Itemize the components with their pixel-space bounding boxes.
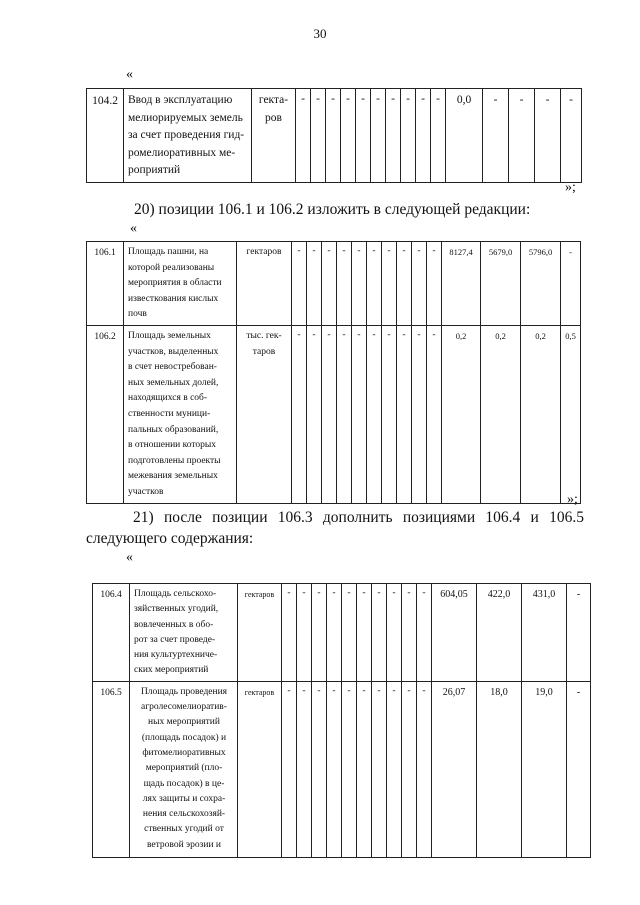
value-cell: - xyxy=(371,89,386,183)
table-row xyxy=(87,89,582,183)
value-cell: 422,0 xyxy=(477,584,522,682)
value-cell: - xyxy=(567,681,591,857)
paragraph-21-line-2: следующего содержания: xyxy=(86,530,254,547)
value-cell: - xyxy=(417,584,432,682)
value-cell: - xyxy=(431,89,446,183)
value-cell: - xyxy=(561,242,581,326)
value-cell: - xyxy=(292,242,307,326)
open-quote-3: « xyxy=(126,550,133,565)
value-cell: - xyxy=(417,681,432,857)
value-cell: - xyxy=(312,584,327,682)
page-number: 30 xyxy=(313,26,327,41)
value-cell: - xyxy=(387,584,402,682)
unit-cell: гекта- ров xyxy=(252,89,296,183)
value-cell: 5679,0 xyxy=(481,242,521,326)
value-cell: 26,07 xyxy=(432,681,477,857)
table-row xyxy=(93,584,591,682)
value-cell: - xyxy=(337,242,352,326)
value-cell: - xyxy=(352,325,367,503)
value-cell: - xyxy=(427,325,442,503)
value-cell: - xyxy=(282,681,297,857)
value-cell: - xyxy=(307,242,322,326)
value-cell: - xyxy=(327,681,342,857)
value-cell: - xyxy=(509,89,535,183)
value-cell: - xyxy=(372,681,387,857)
value-cell: - xyxy=(322,325,337,503)
value-cell: - xyxy=(401,89,416,183)
value-cell: - xyxy=(337,325,352,503)
open-quote-1: « xyxy=(126,67,133,82)
value-cell: - xyxy=(326,89,341,183)
table-row xyxy=(87,325,581,503)
value-cell: - xyxy=(307,325,322,503)
value-cell: - xyxy=(311,89,326,183)
value-cell: - xyxy=(402,681,417,857)
table-row xyxy=(93,681,591,857)
table-positions-106-4-106-5 xyxy=(92,583,591,858)
value-cell: 8127,4 xyxy=(442,242,481,326)
value-cell: 5796,0 xyxy=(521,242,561,326)
value-cell: - xyxy=(357,584,372,682)
value-cell: - xyxy=(561,89,582,183)
value-cell: - xyxy=(297,681,312,857)
value-cell: 0,2 xyxy=(481,325,521,503)
value-cell: - xyxy=(382,242,397,326)
position-name: Площадь пашни, на которой реализованы мероприятия в области известкования кислых почв xyxy=(124,242,237,326)
position-name: Ввод в эксплуатацию мелиорируемых земель за счет проведения гид- ромелиоративных ме- роприятий xyxy=(124,89,252,183)
unit-cell: гектаров xyxy=(237,242,292,326)
position-name: Площадь земельных участков, выделенных в счет невостребован- ных земельных долей, находящихся в соб- ственности муници- пальных образований, в отношении которых подготовлены проекты межевания земельных участков xyxy=(124,325,237,503)
position-code: 106.2 xyxy=(87,325,124,503)
value-cell: - xyxy=(372,584,387,682)
value-cell: 431,0 xyxy=(522,584,567,682)
value-cell: 0,2 xyxy=(442,325,481,503)
value-cell: - xyxy=(387,681,402,857)
value-cell: - xyxy=(296,89,311,183)
unit-cell: гектаров xyxy=(238,584,282,682)
value-cell: - xyxy=(282,584,297,682)
value-cell: 0,0 xyxy=(446,89,483,183)
value-cell: - xyxy=(297,584,312,682)
unit-cell: гектаров xyxy=(238,681,282,857)
table-row xyxy=(87,242,581,326)
value-cell: - xyxy=(386,89,401,183)
value-cell: - xyxy=(402,584,417,682)
value-cell: - xyxy=(427,242,442,326)
value-cell: - xyxy=(312,681,327,857)
value-cell: - xyxy=(382,325,397,503)
paragraph-21-line-1: 21) после позиции 106.3 дополнить позициями 106.4 и 106.5 xyxy=(133,509,584,526)
table-positions-106-1-106-2 xyxy=(86,241,581,504)
value-cell: - xyxy=(352,242,367,326)
value-cell: - xyxy=(416,89,431,183)
value-cell: - xyxy=(412,325,427,503)
value-cell: 18,0 xyxy=(477,681,522,857)
value-cell: - xyxy=(322,242,337,326)
value-cell: - xyxy=(567,584,591,682)
position-code: 106.4 xyxy=(93,584,130,682)
position-code: 106.1 xyxy=(87,242,124,326)
value-cell: - xyxy=(367,242,382,326)
value-cell: - xyxy=(367,325,382,503)
position-name: Площадь проведения агролесомелиоратив- ных мероприятий (площадь посадок) и фитомелиоративных мероприятий (пло- щадь посадок) в це- лях защиты и сохра- нения сельскохозяй- ственных угодий от ветровой эрозии и xyxy=(130,681,238,857)
close-quote-2: »; xyxy=(567,492,578,507)
value-cell: - xyxy=(342,584,357,682)
value-cell: - xyxy=(483,89,509,183)
value-cell: - xyxy=(292,325,307,503)
position-name: Площадь сельскохо- зяйственных угодий, вовлеченных в обо- рот за счет проведе- ния культуртехниче- ских мероприятий xyxy=(130,584,238,682)
value-cell: - xyxy=(412,242,427,326)
table-position-104-2 xyxy=(86,88,582,183)
unit-cell: тыс. гек- таров xyxy=(237,325,292,503)
value-cell: 19,0 xyxy=(522,681,567,857)
value-cell: - xyxy=(357,681,372,857)
value-cell: - xyxy=(397,242,412,326)
value-cell: 0,2 xyxy=(521,325,561,503)
value-cell: 0,5 xyxy=(561,325,581,503)
value-cell: - xyxy=(397,325,412,503)
value-cell: 604,05 xyxy=(432,584,477,682)
paragraph-20: 20) позиции 106.1 и 106.2 изложить в следующей редакции: xyxy=(134,201,531,218)
position-code: 104.2 xyxy=(87,89,124,183)
close-quote-1: »; xyxy=(565,180,576,195)
value-cell: - xyxy=(535,89,561,183)
value-cell: - xyxy=(356,89,371,183)
open-quote-2: « xyxy=(130,221,137,236)
value-cell: - xyxy=(327,584,342,682)
position-code: 106.5 xyxy=(93,681,130,857)
value-cell: - xyxy=(341,89,356,183)
value-cell: - xyxy=(342,681,357,857)
